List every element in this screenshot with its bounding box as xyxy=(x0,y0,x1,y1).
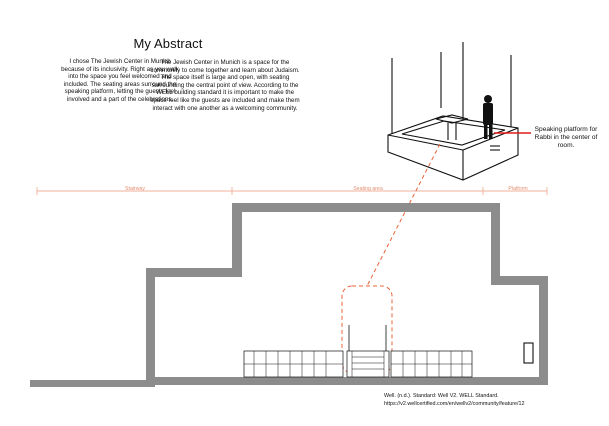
zone-label-seating: Seating area xyxy=(353,186,383,192)
platform-perspective-sketch xyxy=(388,42,518,180)
description-paragraph: The Jewish Center in Munich is a space for the community to come together and learn about Judaism. The space itself is large and open, with seating surrounding the central point of view. According to the WELL building standard it is important to make the space feel like the guests are included and make them interact with one another as a welcoming community. xyxy=(150,59,300,112)
plan-platform xyxy=(349,325,386,351)
citation-line-1: Well. (n.d.). Standard: Well V2. WELL Standard. xyxy=(384,393,499,399)
intro-paragraph: I chose The Jewish Center in Munich because of its inclusivity. Right as you walk into the space you feel welcomed and included. The seating areas surround the speaking platform, letting the guests feel involved and a part of the celebrations. xyxy=(61,58,179,103)
door-symbol xyxy=(524,343,533,363)
page-title: My Abstract xyxy=(133,36,203,51)
zone-label-stairway: Stairway xyxy=(125,186,145,192)
dashed-connector xyxy=(367,144,440,286)
zone-label-platform: Platform xyxy=(508,186,528,192)
platform-callout: Speaking platform for Rabbi in the center of room. xyxy=(534,126,598,149)
citation xyxy=(384,393,604,408)
citation-line-2: https://v2.wellcertified.com/en/wellv2/community/feature/12 xyxy=(384,400,525,407)
